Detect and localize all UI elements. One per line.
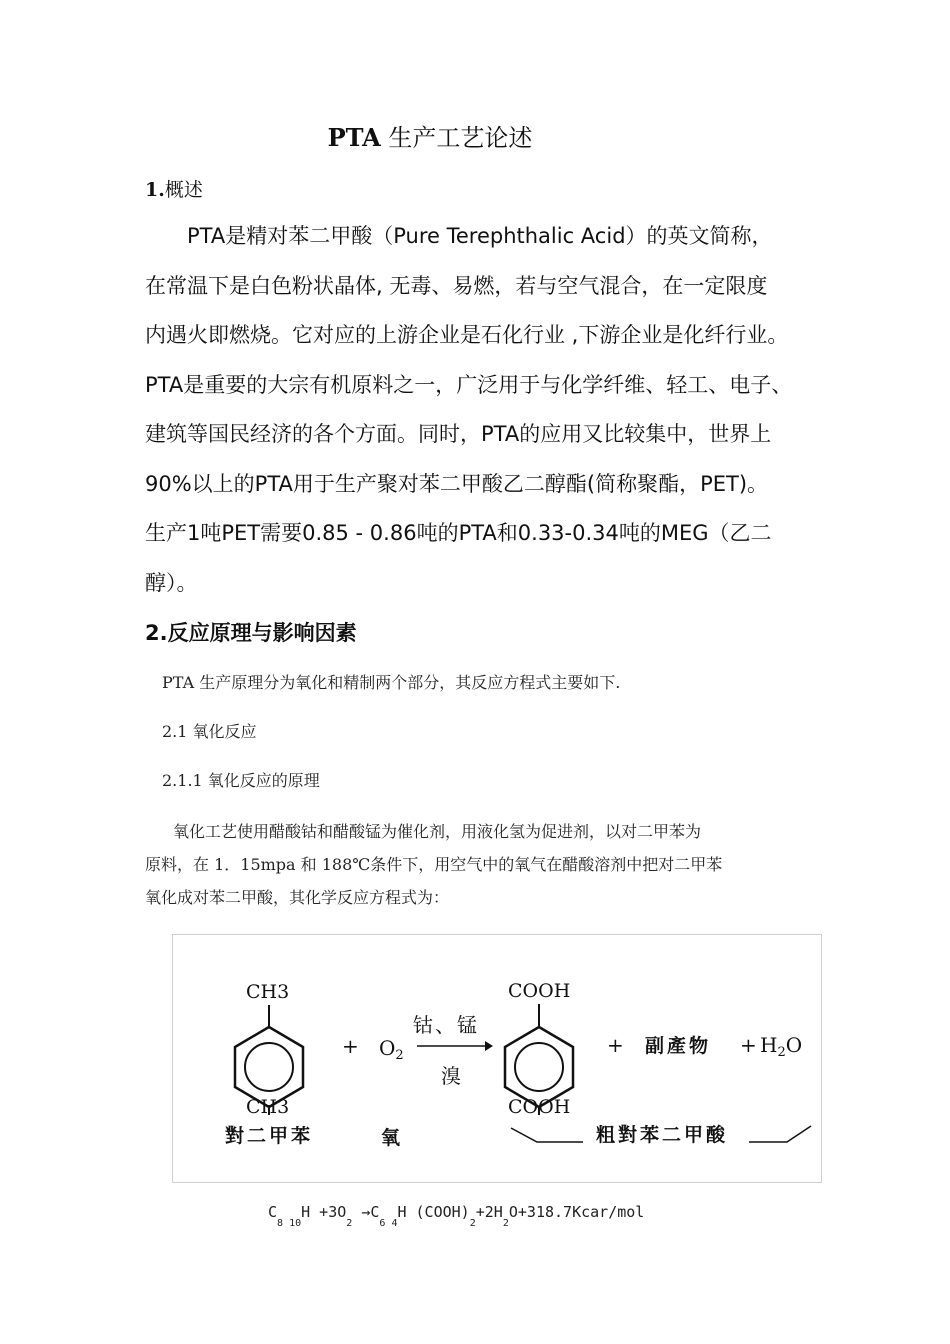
overview-line: 90%以上的PTA用于生产聚对苯二甲酸乙二醇酯(简称聚酯，PET)。: [145, 471, 769, 496]
section-2-heading: 2.反应原理与影响因素: [145, 621, 357, 645]
overview-line: 内遇火即燃烧。它对应的上游企业是石化行业 ,下游企业是化纤行业。: [145, 323, 789, 347]
water-formula: [760, 1033, 802, 1060]
reactant-aromatic-circle: [245, 1043, 293, 1091]
promoter-label: 溴: [441, 1064, 461, 1088]
subsection-2-1: 2.1 氧化反应: [162, 722, 257, 741]
reactant-name: 對二甲苯: [225, 1125, 314, 1147]
eq-subscript: 2: [346, 1218, 353, 1229]
eq-part: O+318.7Kcar/mol: [508, 1203, 645, 1221]
eq-subscript: 2: [502, 1218, 509, 1229]
reactant-top-label: CH3: [246, 981, 290, 1003]
title-rest: 生产工艺论述: [380, 124, 533, 152]
oxidation-line: 氧化工艺使用醋酸钴和醋酸锰为催化剂，用液化氢为促进剂，以对二甲苯为: [173, 822, 702, 841]
reaction-arrow-head: [485, 1041, 493, 1051]
overview-line: PTA是精对苯二甲酸（Pure Terephthalic Acid）的英文简称，: [187, 224, 773, 248]
reactant-bottom-label: CH3: [246, 1096, 290, 1118]
catalyst-label: 钴、锰: [413, 1013, 479, 1037]
subsection-2-1-1: 2.1.1 氧化反应的原理: [162, 771, 320, 790]
principle-intro: PTA 生产原理分为氧化和精制两个部分，其反应方程式主要如下.: [162, 673, 621, 692]
oxidation-paragraph: [145, 815, 825, 914]
product-aromatic-circle: [515, 1043, 563, 1091]
product-bottom-label: COOH: [508, 1096, 571, 1118]
overview-line: 在常温下是白色粉状晶体, 无毒、易燃，若与空气混合，在一定限度: [145, 273, 768, 298]
eq-part: C: [268, 1203, 278, 1221]
oxygen-subscript: 2: [395, 1048, 404, 1063]
oxidation-equation: [268, 1203, 644, 1229]
water-o: O: [785, 1033, 803, 1057]
reaction-diagram: [173, 935, 823, 1184]
overview-line: 醇）。: [145, 570, 198, 595]
overview-line: PTA是重要的大宗有机原料之一，广泛用于与化学纤维、轻工、电子、: [145, 372, 793, 397]
eq-subscript: 6 4: [379, 1218, 398, 1229]
eq-part: H (COOH): [397, 1203, 470, 1221]
oxidation-line: 原料，在 1．15mpa 和 188℃条件下，用空气中的氧气在醋酸溶剂中把对二甲苯: [145, 855, 723, 874]
title-bold: PTA: [327, 123, 381, 152]
eq-part: +2H: [475, 1203, 503, 1221]
overview-paragraph: [145, 212, 825, 608]
product-top-label: COOH: [508, 980, 571, 1002]
page-title: [0, 118, 860, 153]
section-1-number: 1.: [145, 179, 165, 201]
oxygen-name: 氧: [381, 1127, 401, 1149]
water-h: H: [760, 1033, 778, 1057]
oxidation-line: 氧化成对苯二甲酸，其化学反应方程式为：: [145, 888, 450, 907]
eq-subscript: 8 10: [277, 1218, 302, 1229]
eq-part: H +3O: [301, 1203, 347, 1221]
plus-sign-2: +: [607, 1033, 624, 1057]
oxygen-formula: [379, 1036, 404, 1063]
product-name: 粗對苯二甲酸: [596, 1124, 729, 1146]
water-subscript: 2: [777, 1045, 786, 1060]
section-1-title: 概述: [164, 179, 203, 201]
plus-sign-3: +: [740, 1033, 757, 1057]
overview-line: 生产1吨PET需要0.85 - 0.86吨的PTA和0.33-0.34吨的MEG（乙二: [145, 521, 772, 545]
overview-line: 建筑等国民经济的各个方面。同时，PTA的应用又比较集中，世界上: [145, 422, 772, 446]
product-bracket-right: [749, 1126, 811, 1142]
oxygen-letter: O: [379, 1036, 396, 1060]
plus-sign: +: [342, 1034, 359, 1058]
section-1-heading: [145, 175, 203, 202]
eq-part: →C: [352, 1203, 380, 1221]
product-bracket-left: [511, 1128, 583, 1142]
eq-subscript: 2: [469, 1218, 476, 1229]
reaction-figure: [172, 934, 822, 1183]
byproduct-label: 副產物: [645, 1035, 712, 1057]
